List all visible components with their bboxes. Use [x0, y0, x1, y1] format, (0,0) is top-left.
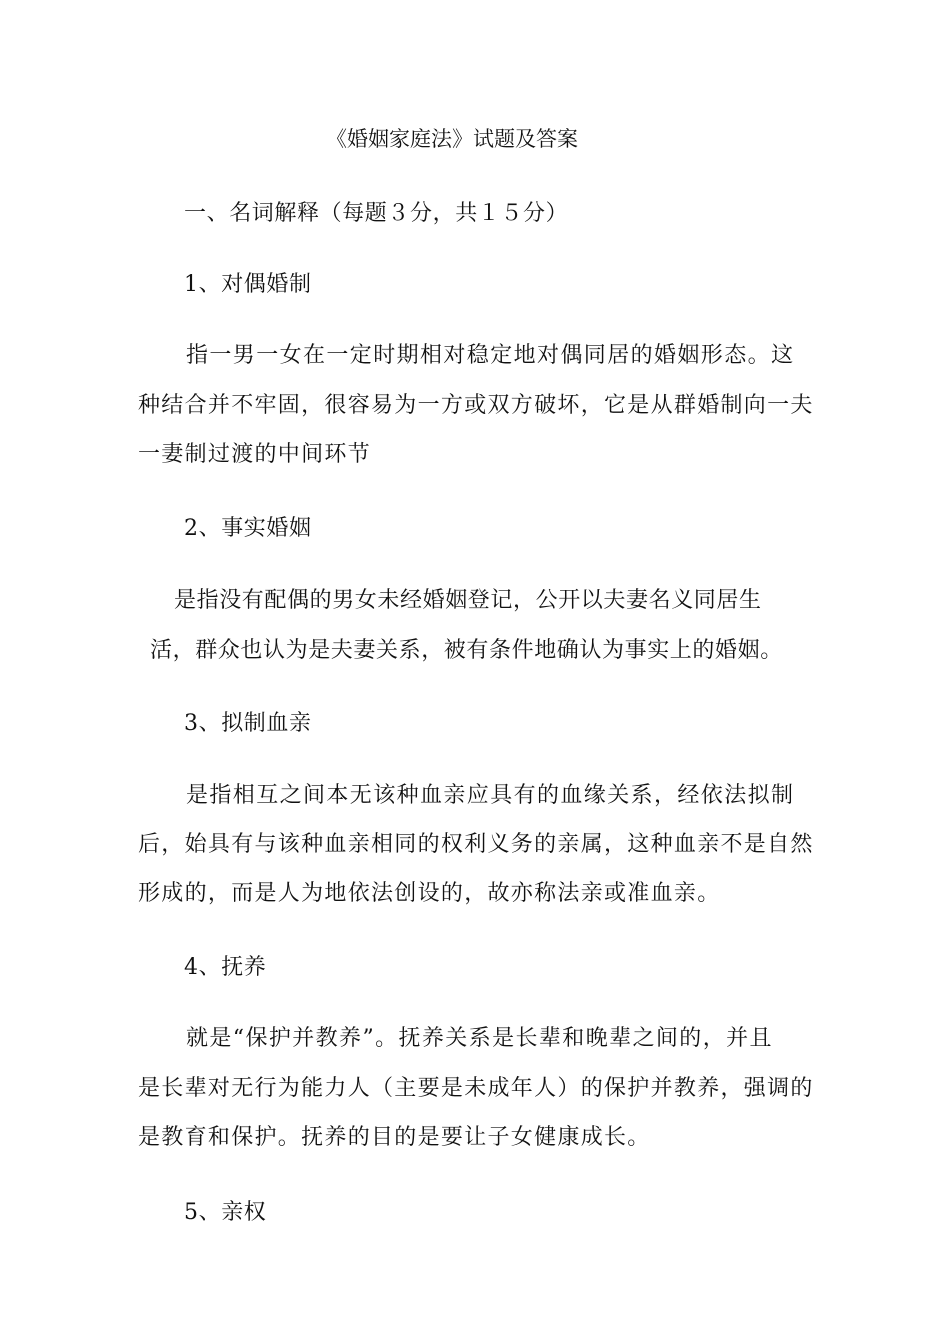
paragraph-line: 指一男一女在一定时期相对稳定地对偶同居的婚姻形态。这	[186, 343, 795, 368]
paragraph-line: 后，始具有与该种血亲相同的权利义务的亲属，这种血亲不是自然	[138, 832, 814, 857]
document-title: 《婚姻家庭法》试题及答案	[326, 127, 578, 151]
term-heading: 4、抚养	[184, 955, 267, 980]
paragraph-line: 就是“保护并教养”。抚养关系是长辈和晚辈之间的，并且	[186, 1026, 773, 1051]
term-heading: 2、事实婚姻	[184, 516, 312, 541]
paragraph-line: 形成的，而是人为地依法创设的，故亦称法亲或准血亲。	[138, 881, 721, 906]
term-heading: 5、亲权	[184, 1200, 267, 1225]
paragraph-line: 种结合并不牢固，很容易为一方或双方破坏，它是从群婚制向一夫	[138, 393, 814, 418]
paragraph-line: 是指相互之间本无该种血亲应具有的血缘关系，经依法拟制	[186, 783, 795, 808]
section-heading: 一、名词解释（每题３分，共１５分）	[184, 201, 569, 226]
paragraph-line: 一妻制过渡的中间环节	[138, 442, 372, 467]
term-heading: 1、对偶婚制	[184, 272, 312, 297]
term-heading: 3、拟制血亲	[184, 711, 312, 736]
paragraph-line: 是指没有配偶的男女未经婚姻登记，公开以夫妻名义同居生	[174, 588, 762, 613]
paragraph-line: 是教育和保护。抚养的目的是要让子女健康成长。	[138, 1125, 651, 1150]
paragraph-line: 活，群众也认为是夫妻关系，被有条件地确认为事实上的婚姻。	[150, 638, 783, 663]
paragraph-line: 是长辈对无行为能力人（主要是未成年人）的保护并教养，强调的	[138, 1076, 814, 1101]
